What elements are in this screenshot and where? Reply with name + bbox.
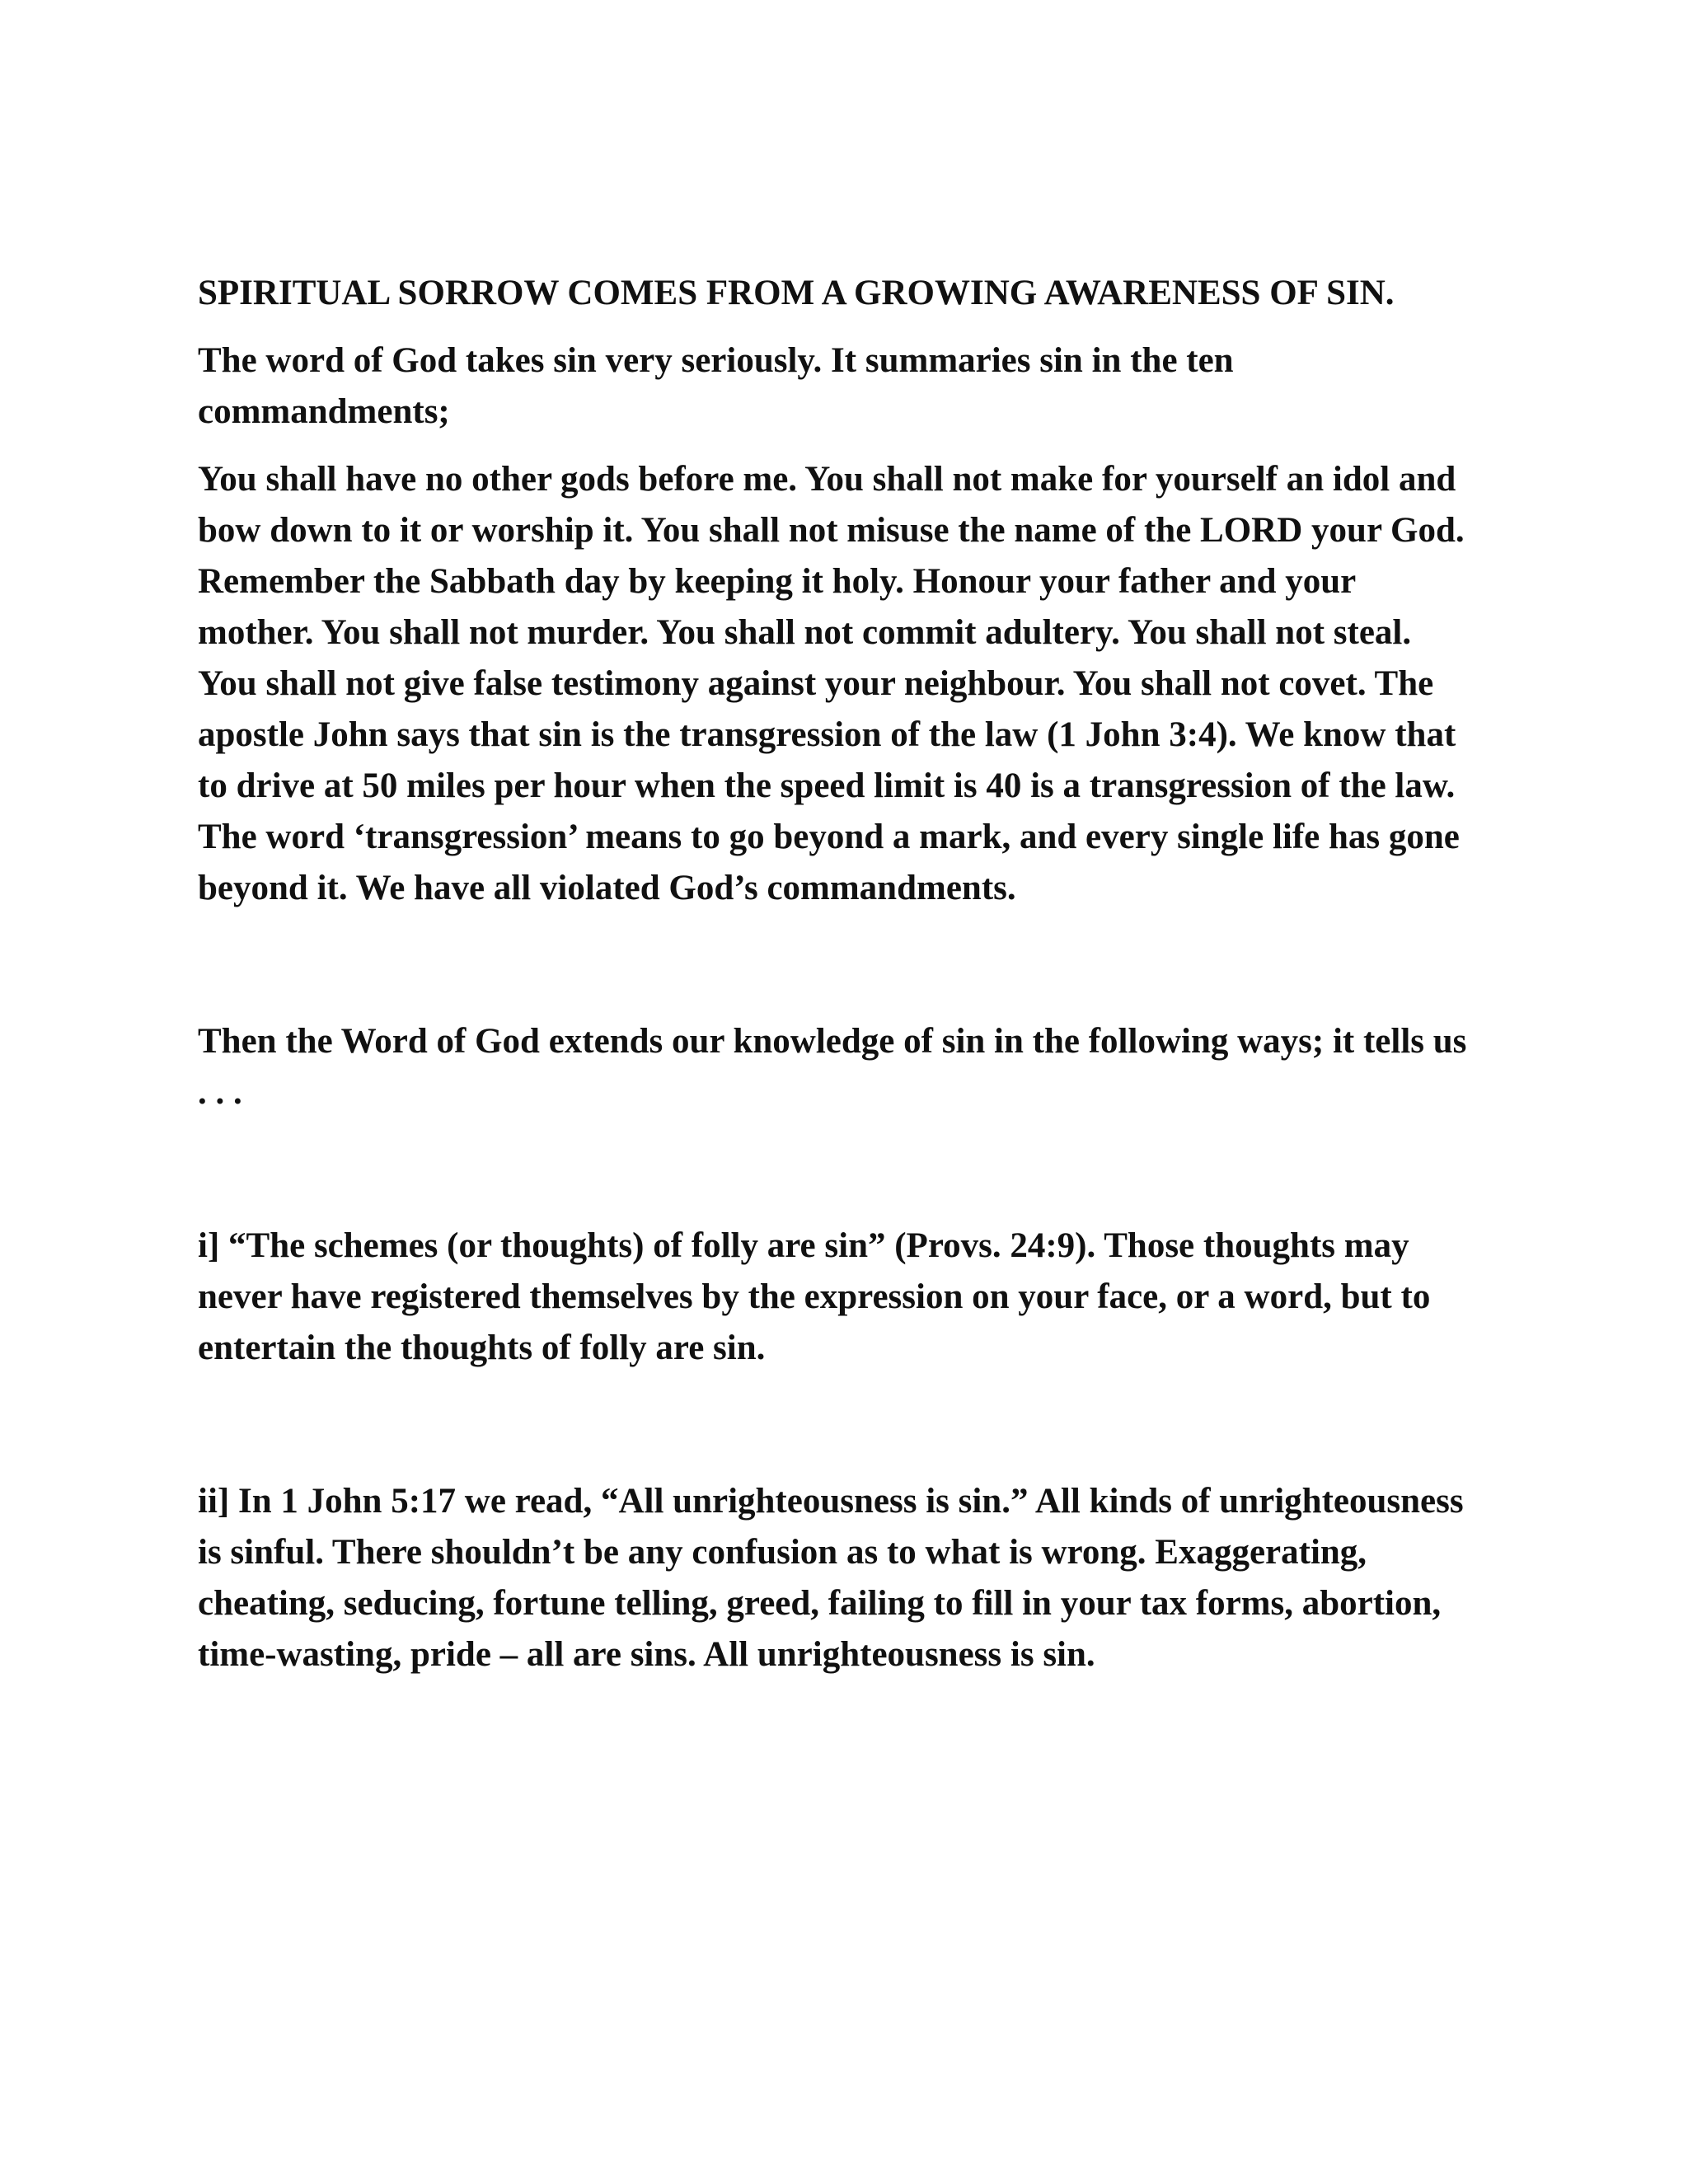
extends-paragraph: Then the Word of God extends our knowledge of sin in the following ways; it tells us . . .: [198, 1022, 1467, 1112]
list-item-ii: ii] In 1 John 5:17 we read, “All unrighteousness is sin.” All kinds of unrighteousness is sinful. There shouldn’t be any confusion as to what is wrong. Exaggerating, cheating, seducing, fortune telling, greed, failing to fill in your tax forms, abortion, time-wasting, pride – all are sins. All unrighteousness is sin.: [198, 1482, 1464, 1674]
list-item-i: i] “The schemes (or thoughts) of folly are sin” (Provs. 24:9). Those thoughts may never have registered themselves by the expression on your face, or a word, but to entertain the thoughts of folly are sin.: [198, 1226, 1431, 1367]
intro-paragraph: The word of God takes sin very seriously. It summaries sin in the ten commandments;: [198, 341, 1234, 431]
commandments-paragraph: You shall have no other gods before me. You shall not make for yourself an idol and bow down to it or worship it. You shall not misuse the name of the LORD your God. Remember the Sabbath day by keeping it holy. Honour your father and your mother. You shall not murder. You shall not commit adultery. You shall not steal. You shall not give false testimony against your neighbour. You shall not covet. The apostle John says that sin is the transgression of the law (1 John 3:4). We know that to drive at 50 miles per hour when the speed limit is 40 is a transgression of the law. The word ‘transgression’ means to go beyond a mark, and every single life has gone beyond it. We have all violated God’s commandments.: [198, 460, 1465, 907]
document-body: [198, 268, 1467, 1680]
section-heading: SPIRITUAL SORROW COMES FROM A GROWING AWARENESS OF SIN.: [198, 274, 1395, 312]
